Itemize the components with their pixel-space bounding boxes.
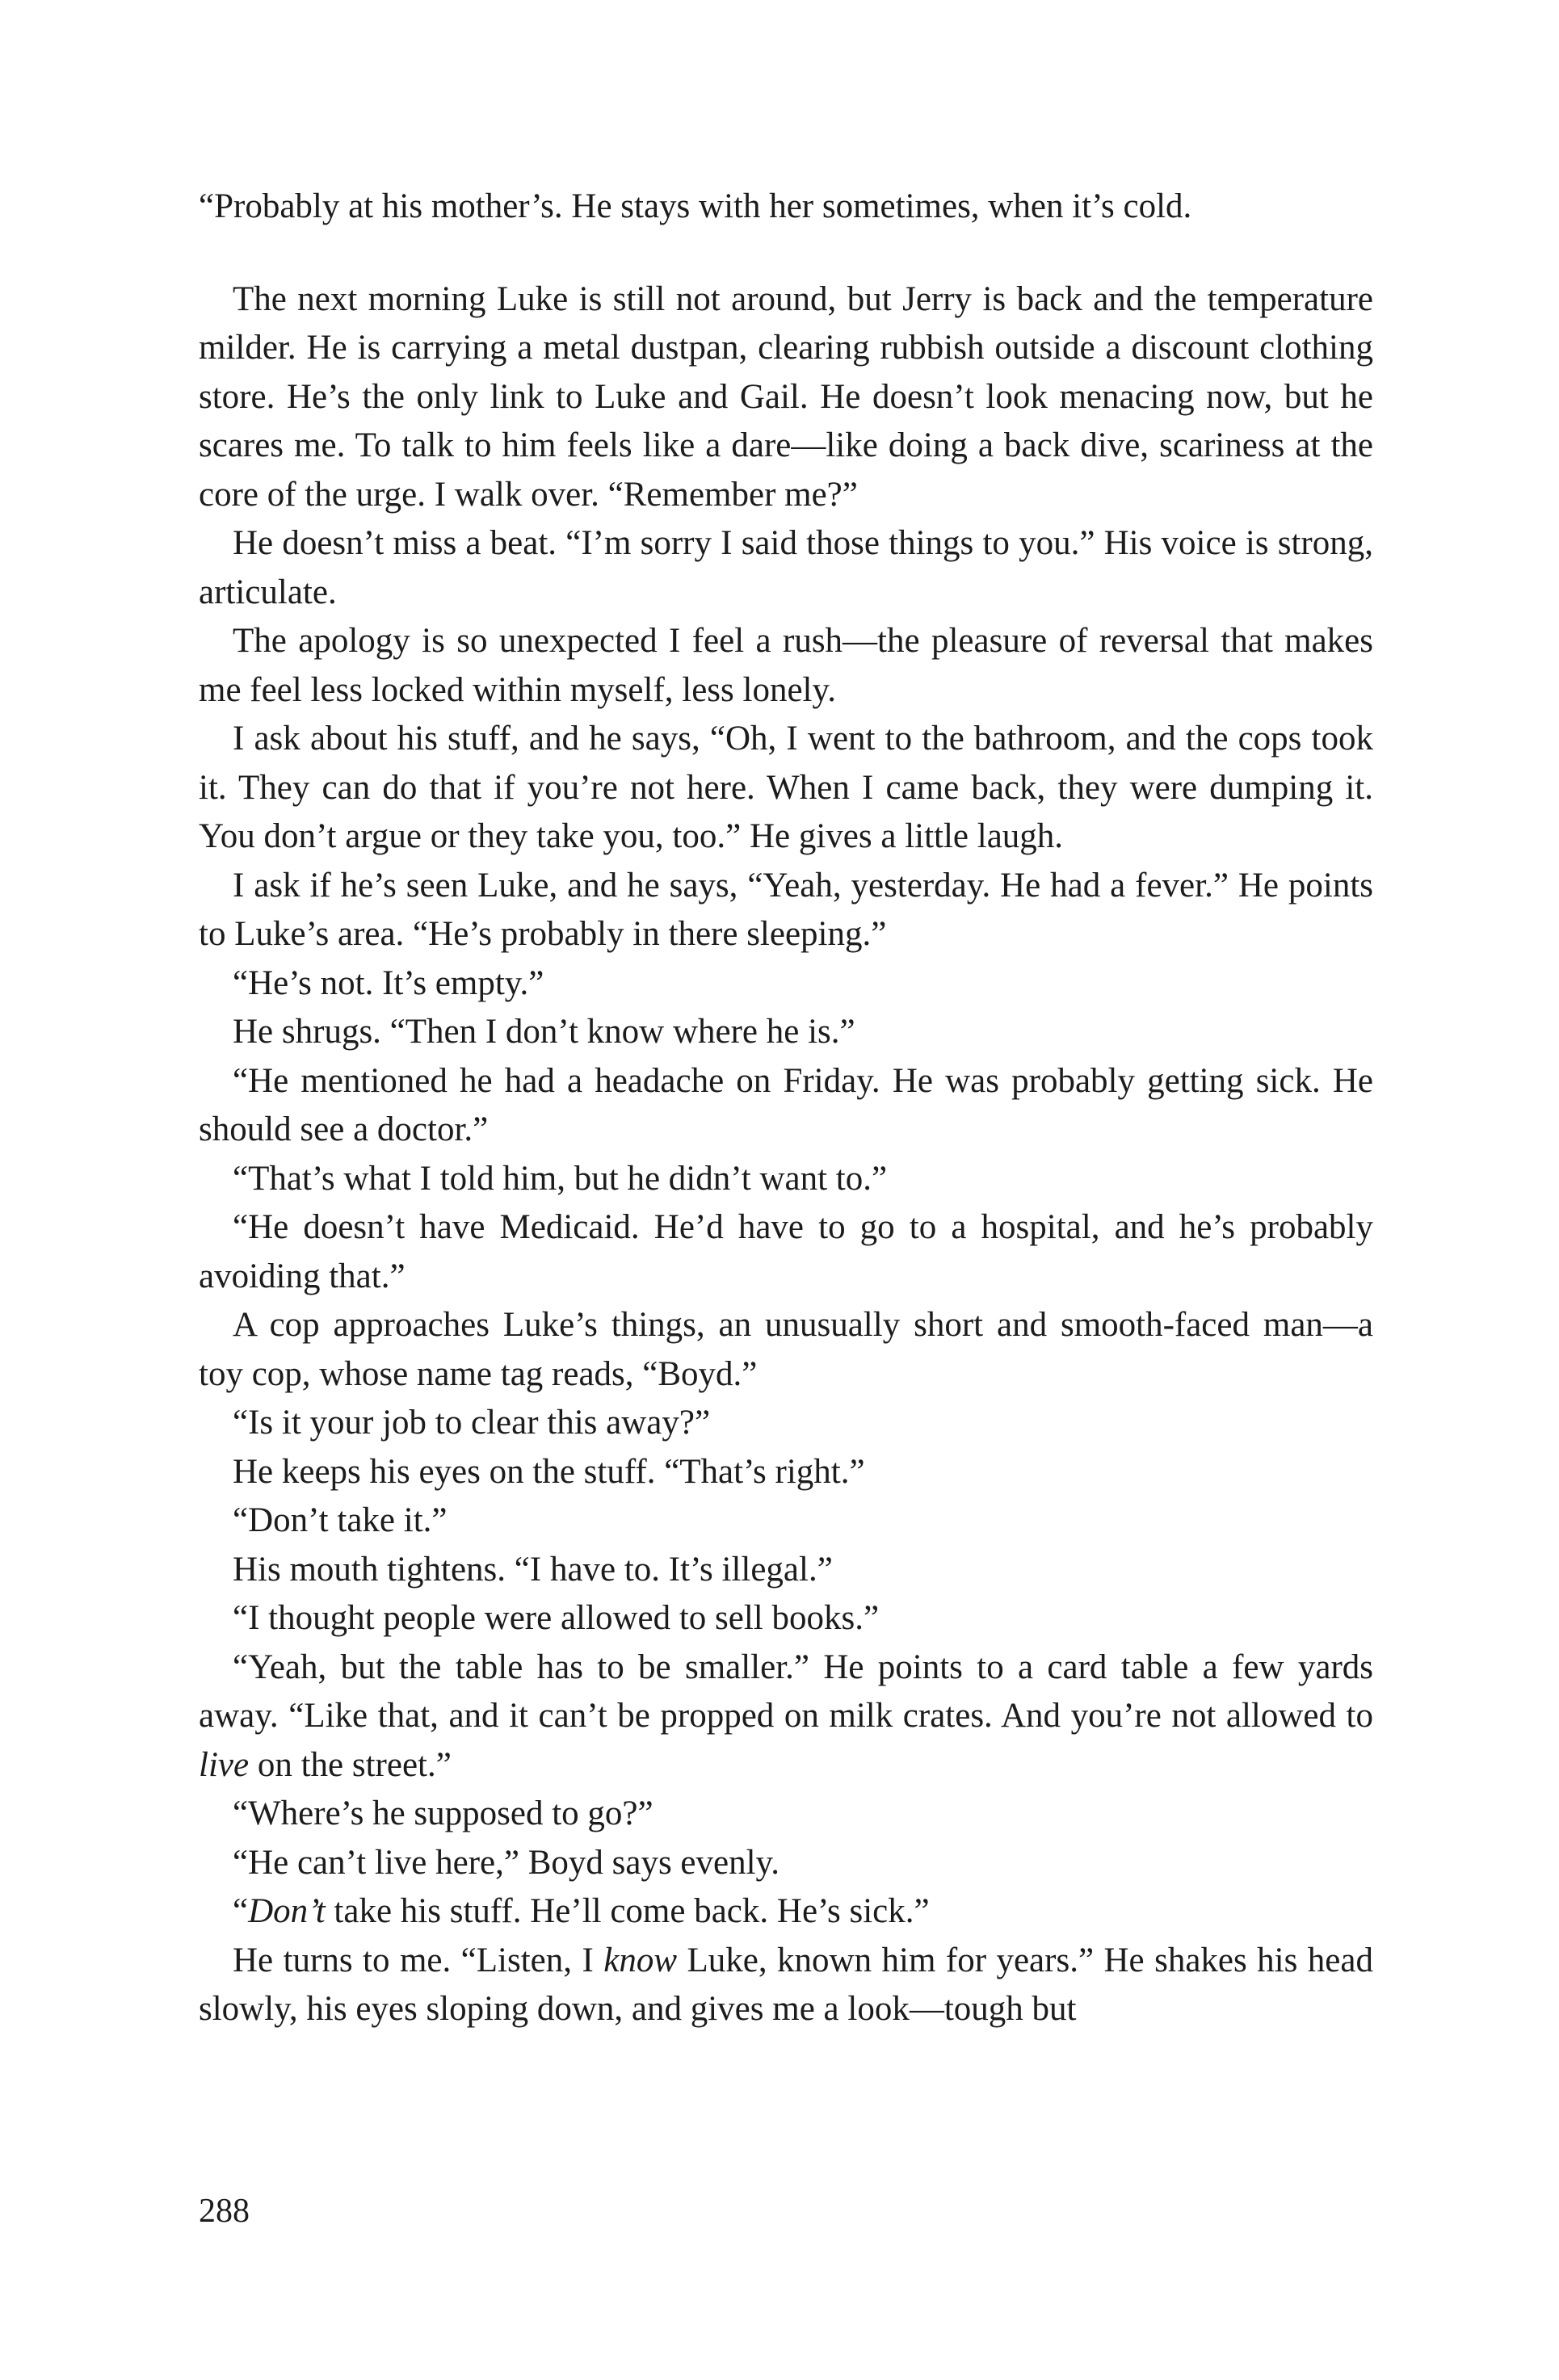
paragraph-22-emphasis: know [603,1941,678,1979]
paragraph-14: He keeps his eyes on the stuff. “That’s right.” [233,1452,865,1491]
paragraph-1: “Probably at his mother’s. He stays with her sometimes, when it’s cold. [199,187,1192,225]
paragraph-21 [199,1887,1373,1937]
paragraph-20: “He can’t live here,” Boyd says evenly. [233,1843,780,1882]
paragraph-21-text-b: take his stuff. He’ll come back. He’s sick.” [325,1892,930,1930]
paragraph-3: He doesn’t miss a beat. “I’m sorry I said those things to you.” His voice is strong, articulate. [199,524,1373,611]
paragraph-8: He shrugs. “Then I don’t know where he is.” [233,1013,855,1051]
paragraph-12: A cop approaches Luke’s things, an unusually short and smooth-faced man—a toy cop, whose name tag reads, “Boyd.” [199,1306,1373,1393]
paragraph-10: “That’s what I told him, but he didn’t want to.” [233,1159,888,1198]
paragraph-7: “He’s not. It’s empty.” [233,963,544,1002]
paragraph-19: “Where’s he supposed to go?” [233,1794,653,1832]
paragraph-21-text-a: “ [233,1892,249,1930]
paragraph-22 [199,1937,1373,2034]
page-number: 288 [199,2193,250,2230]
paragraph-13: “Is it your job to clear this away?” [233,1404,711,1442]
paragraph-15: “Don’t take it.” [233,1501,448,1539]
paragraph-17: “I thought people were allowed to sell books.” [233,1599,880,1637]
paragraph-18-emphasis: live [199,1745,250,1784]
paragraph-18 [199,1643,1373,1790]
paragraph-18-text-a: “Yeah, but the table has to be smaller.” He points to a card table a few yards away. “Like that, and it can’t be propped on milk crates. And you’re not allowed to [199,1648,1373,1735]
paragraph-22-text-b: Luke, known him for years.” He shakes his head slowly, his eyes sloping down, and gives me a look—tough but [199,1941,1373,2028]
paragraph-2: The next morning Luke is still not around, but Jerry is back and the temperature milder. He is carrying a metal dustpan, clearing rubbish outside a discount clothing store. He’s the only link to Luke and Gail. He doesn’t look menacing now, but he scares me. To talk to him feels like a dare—like doing a back dive, scariness at the core of the urge. I walk over. “Remember me?” [199,279,1373,514]
paragraph-4: The apology is so unexpected I feel a rush—the pleasure of reversal that makes me feel less locked within myself, less lonely. [199,622,1373,709]
paragraph-6: I ask if he’s seen Luke, and he says, “Yeah, yesterday. He had a fever.” He points to Luke’s area. “He’s probably in there sleeping.” [199,866,1373,953]
paragraph-5: I ask about his stuff, and he says, “Oh, I went to the bathroom, and the cops took it. They can do that if you’re not here. When I came back, they were dumping it. You don’t argue or they take you, too.” He gives a little laugh. [199,720,1373,855]
paragraph-22-text-a: He turns to me. “Listen, I [233,1941,604,1979]
body-text [199,183,1373,2034]
paragraph-16: His mouth tightens. “I have to. It’s illegal.” [233,1550,833,1589]
paragraph-9: “He mentioned he had a headache on Friday. He was probably getting sick. He should see a doctor.” [199,1061,1373,1148]
paragraph-18-text-b: on the street.” [249,1745,452,1784]
paragraph-11: “He doesn’t have Medicaid. He’d have to go to a hospital, and he’s probably avoiding that.” [199,1208,1373,1295]
paragraph-21-emphasis: Don’t [248,1892,326,1930]
